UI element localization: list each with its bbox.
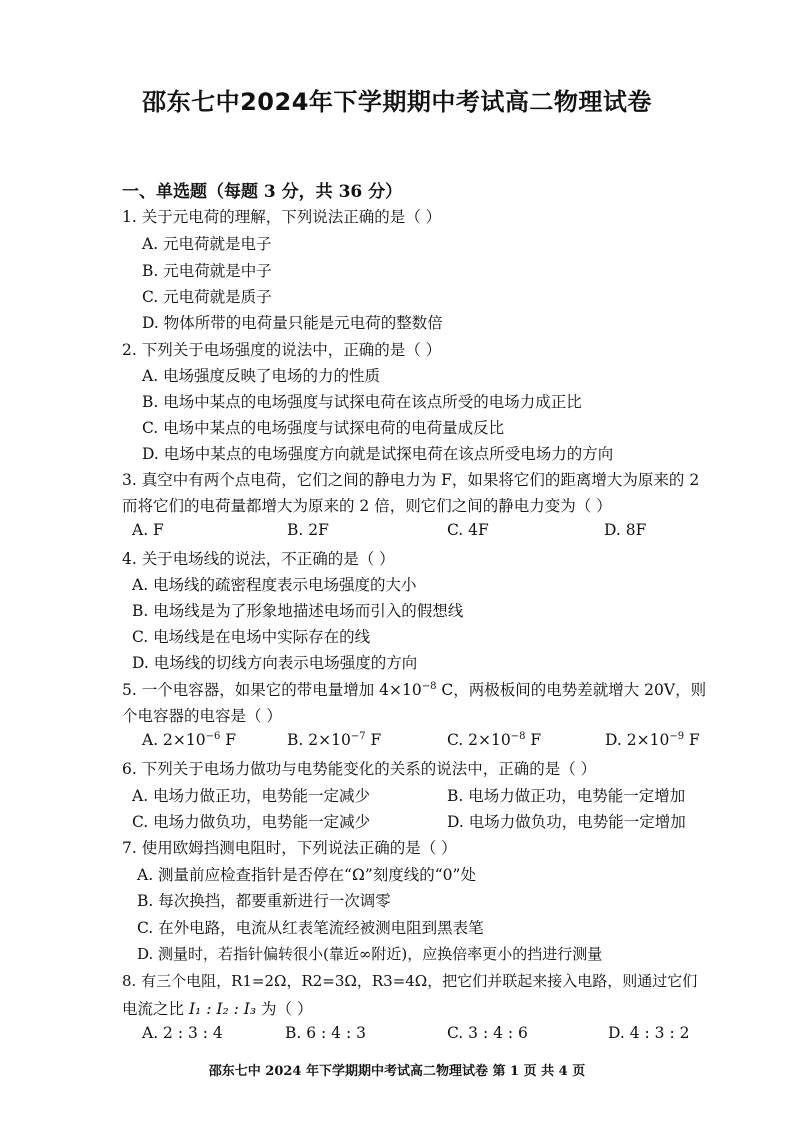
page-title: 邵东七中2024年下学期期中考试高二物理试卷 bbox=[142, 88, 652, 116]
question-3-stem-line1: 3. 真空中有两个点电荷，它们之间的静电力为 F，如果将它们的距离增大为原来的 2 bbox=[122, 471, 700, 489]
q5-c-base: C. 2×10 bbox=[447, 731, 511, 750]
question-2-option-a: A. 电场强度反映了电场的力的性质 bbox=[142, 367, 381, 385]
question-6-option-d: D. 电场力做负功，电势能一定增加 bbox=[447, 813, 686, 831]
question-4-option-d: D. 电场线的切线方向表示电场强度的方向 bbox=[132, 654, 418, 672]
question-7-option-d: D. 测量时，若指针偏转很小(靠近∞附近)，应换倍率更小的挡进行测量 bbox=[137, 945, 603, 963]
q5-d-base: D. 2×10 bbox=[605, 731, 670, 750]
q5-b-exponent: −7 bbox=[350, 731, 366, 742]
question-5-stem-line2: 个电容器的电容是（ ） bbox=[122, 707, 282, 725]
question-3-option-d: D. 8F bbox=[604, 521, 647, 539]
q5-b-base: B. 2×10 bbox=[287, 731, 351, 750]
question-4-option-a: A. 电场线的疏密程度表示电场强度的大小 bbox=[132, 576, 417, 594]
question-3-option-c: C. 4F bbox=[447, 521, 489, 539]
q5-a-unit: F bbox=[220, 731, 237, 750]
question-2-option-d: D. 电场中某点的电场强度方向就是试探电荷在该点所受电场力的方向 bbox=[142, 445, 614, 463]
question-6-option-b: B. 电场力做正功，电势能一定增加 bbox=[447, 787, 686, 805]
q5-a-exponent: −6 bbox=[205, 731, 221, 742]
q5-stem-exponent: −8 bbox=[421, 680, 437, 692]
question-3-option-a: A. F bbox=[132, 521, 164, 539]
question-7-option-a: A. 测量前应检查指针是否停在“Ω”刻度线的“0”处 bbox=[137, 866, 476, 884]
question-8-option-b: B. 6 : 4 : 3 bbox=[285, 1024, 366, 1042]
q5-c-unit: F bbox=[525, 731, 542, 750]
question-5-option-c bbox=[447, 731, 541, 749]
question-7-option-c: C. 在外电路，电流从红表笔流经被测电阻到黑表笔 bbox=[137, 919, 484, 937]
question-5-option-a bbox=[142, 731, 236, 749]
q5-stem-text: 5. 一个电容器，如果它的带电量增加 4×10 bbox=[122, 681, 422, 699]
question-6-stem: 6. 下列关于电场力做功与电势能变化的关系的说法中，正确的是（ ） bbox=[122, 760, 597, 778]
page-footer: 邵东七中 2024 年下学期期中考试高二物理试卷 第 1 页 共 4 页 bbox=[208, 1064, 586, 1079]
question-1-option-d: D. 物体所带的电荷量只能是元电荷的整数倍 bbox=[142, 314, 443, 332]
q8-current-ratio: I₁ : I₂ : I₃ bbox=[188, 1000, 257, 1018]
question-7-option-b: B. 每次换挡，都要重新进行一次调零 bbox=[137, 892, 391, 910]
question-8-stem-line2 bbox=[122, 997, 312, 1019]
q5-stem-text-rest: C，两极板间的电势差就增大 20V，则 bbox=[436, 681, 707, 699]
question-1-stem: 1. 关于元电荷的理解，下列说法正确的是（ ） bbox=[122, 208, 442, 226]
question-1-option-c: C. 元电荷就是质子 bbox=[142, 288, 272, 306]
question-6-option-c: C. 电场力做负功，电势能一定减少 bbox=[132, 813, 371, 831]
q5-c-exponent: −8 bbox=[510, 731, 526, 742]
question-7-stem: 7. 使用欧姆挡测电阻时，下列说法正确的是（ ） bbox=[122, 839, 457, 857]
section-heading: 一、单选题（每题 3 分，共 36 分） bbox=[122, 182, 403, 202]
question-8-option-c: C. 3 : 4 : 6 bbox=[447, 1024, 528, 1042]
question-6-option-a: A. 电场力做正功，电势能一定减少 bbox=[132, 787, 371, 805]
q5-d-unit: F bbox=[684, 731, 700, 750]
question-4-option-c: C. 电场线是在电场中实际存在的线 bbox=[132, 628, 371, 646]
question-1-option-b: B. 元电荷就是中子 bbox=[142, 262, 272, 280]
q5-d-exponent: −9 bbox=[669, 731, 685, 742]
question-2-stem: 2. 下列关于电场强度的说法中，正确的是（ ） bbox=[122, 341, 442, 359]
q5-a-base: A. 2×10 bbox=[142, 731, 206, 750]
question-5-option-d bbox=[605, 731, 700, 749]
question-5-stem-line1 bbox=[122, 678, 706, 700]
question-2-option-c: C. 电场中某点的电场强度与试探电荷的电荷量成反比 bbox=[142, 419, 505, 437]
question-4-stem: 4. 关于电场线的说法，不正确的是（ ） bbox=[122, 550, 395, 568]
question-3-stem-line2: 而将它们的电荷量都增大为原来的 2 倍，则它们之间的静电力变为（ ） bbox=[122, 497, 612, 515]
q8-stem-text-rest: 为（ ） bbox=[256, 1000, 313, 1018]
q5-b-unit: F bbox=[365, 731, 382, 750]
question-3-option-b: B. 2F bbox=[287, 521, 329, 539]
question-5-option-b bbox=[287, 731, 381, 749]
question-8-option-d: D. 4 : 3 : 2 bbox=[608, 1024, 690, 1042]
question-4-option-b: B. 电场线是为了形象地描述电场而引入的假想线 bbox=[132, 602, 464, 620]
question-8-stem-line1: 8. 有三个电阻，R1=2Ω，R2=3Ω，R3=4Ω，把它们并联起来接入电路，则通过它们 bbox=[122, 972, 698, 990]
question-8-option-a: A. 2 : 3 : 4 bbox=[142, 1024, 223, 1042]
q8-stem-text: 电流之比 bbox=[122, 1000, 189, 1018]
question-1-option-a: A. 元电荷就是电子 bbox=[142, 235, 272, 253]
question-2-option-b: B. 电场中某点的电场强度与试探电荷在该点所受的电场力成正比 bbox=[142, 393, 582, 411]
